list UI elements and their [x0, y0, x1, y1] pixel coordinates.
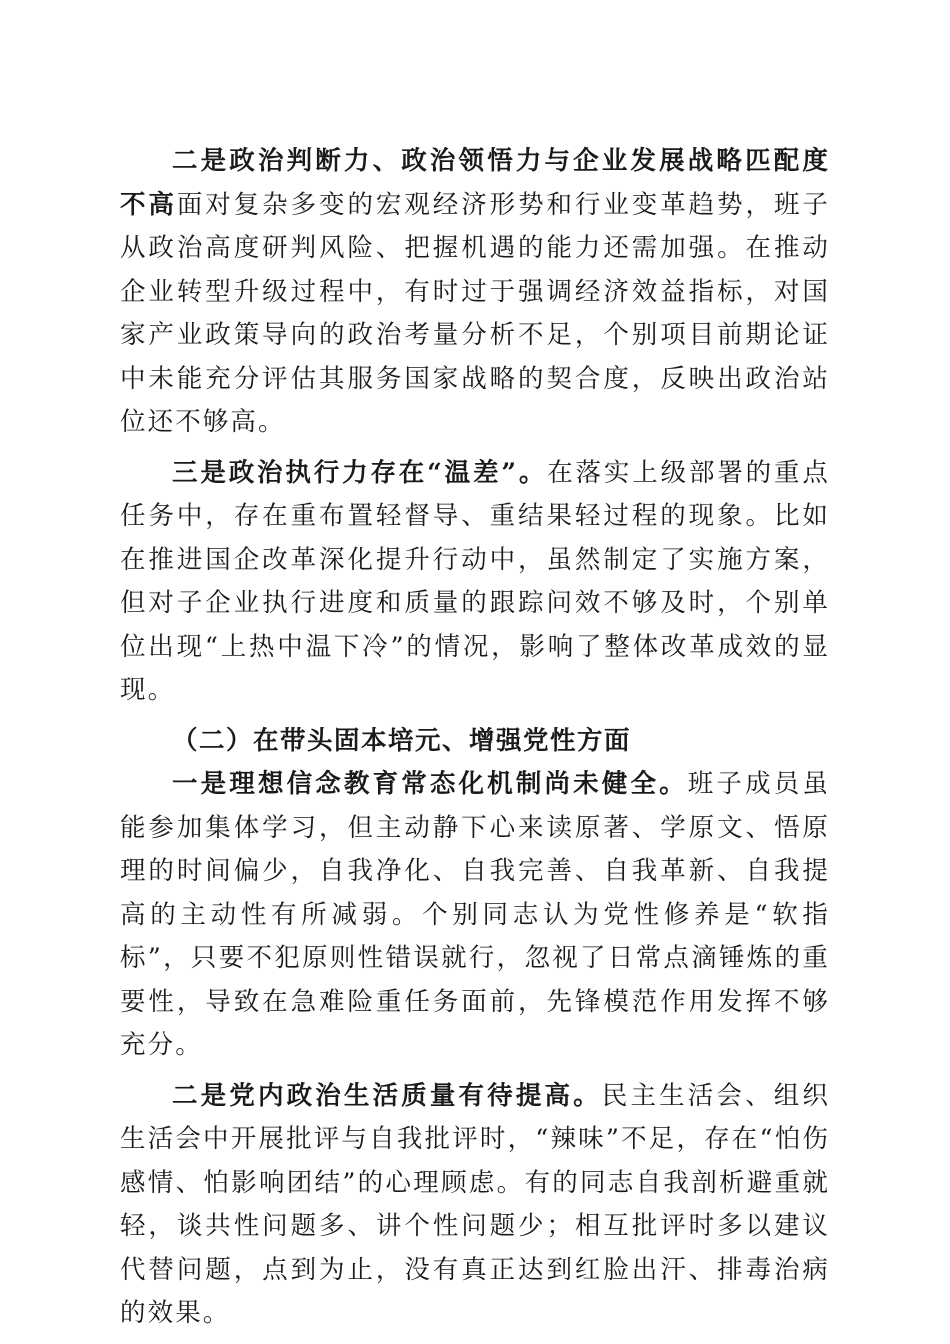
paragraph-lead: 三是政治执行力存在“温差”。	[172, 457, 548, 488]
paragraph-text: 面对复杂多变的宏观经济形势和行业变革趋势，班子从政治高度研判风险、把握机遇的能力还需加强。在推动企业转型升级过程中，有时过于强调经济效益指标，对国家产业政策导向的政治考量分析不足，个别项目前期论证中未能充分评估其服务国家战略的契合度，反映出政治站位还不够高。	[120, 189, 830, 437]
paragraph-text: 班子成员虽能参加集体学习，但主动静下心来读原著、学原文、悟原理的时间偏少，自我净化、自我完善、自我革新、自我提高的主动性有所减弱。个别同志认为党性修养是“软指标”，只要不犯原则性错误就行，忽视了日常点滴锤炼的重要性，导致在急难险重任务面前，先锋模范作用发挥不够充分。	[120, 769, 830, 1060]
paragraph-political-execution	[120, 452, 830, 713]
paragraph-lead: 二是政治判断力、政治领悟力与企业发展战略匹配度不高	[120, 146, 830, 220]
paragraph-ideals-education	[120, 763, 830, 1068]
paragraph-lead: 二是党内政治生活质量有待提高。	[172, 1080, 602, 1111]
paragraph-lead: 一是理想信念教育常态化机制尚未健全。	[172, 769, 688, 799]
paragraph-political-judgment	[120, 140, 830, 445]
document-body	[120, 140, 830, 1336]
paragraph-text: 民主生活会、组织生活会中开展批评与自我批评时，“辣味”不足，存在“怕伤感情、怕影响团结”的心理顾虑。有的同志自我剖析避重就轻，谈共性问题多、讲个性问题少；相互批评时多以建议代替问题，点到为止，没有真正达到红脸出汗、排毒治病的效果。	[120, 1080, 830, 1328]
paragraph-text: 在落实上级部署的重点任务中，存在重布置轻督导、重结果轻过程的现象。比如在推进国企改革深化提升行动中，虽然制定了实施方案，但对子企业执行进度和质量的跟踪问效不够及时，个别单位出现“上热中温下冷”的情况，影响了整体改革成效的显现。	[120, 457, 830, 705]
paragraph-party-life-quality	[120, 1075, 830, 1336]
section-heading: （二）在带头固本培元、增强党性方面	[172, 725, 632, 756]
